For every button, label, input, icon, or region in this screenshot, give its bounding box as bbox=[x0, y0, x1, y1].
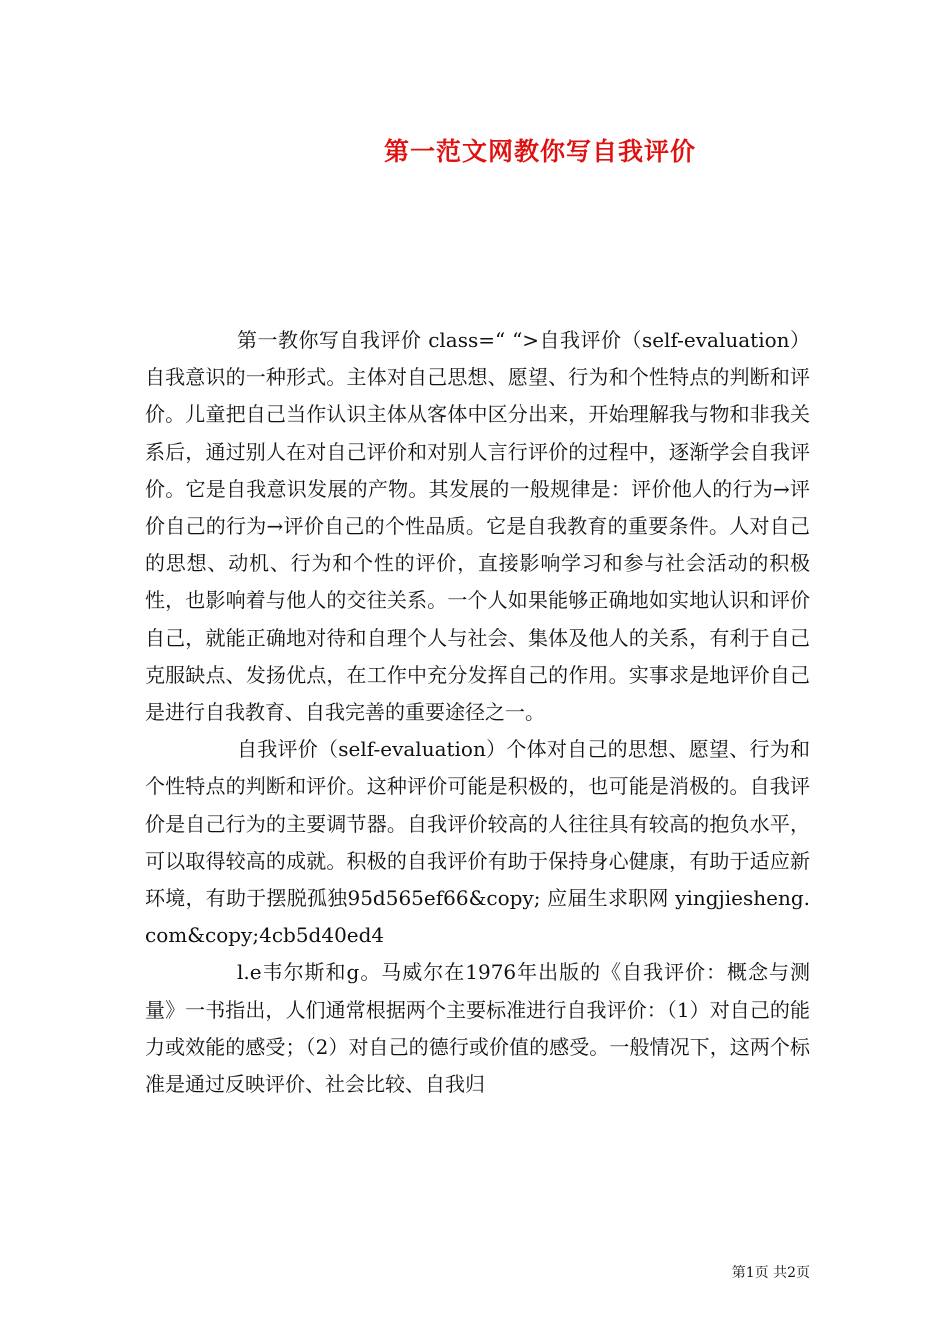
document-body bbox=[145, 322, 810, 1103]
page-number-footer: 第1页 共2页 bbox=[731, 1265, 810, 1281]
paragraph-2: 自我评价（self-evaluation）个体对自己的思想、愿望、行为和个性特点的判断和评价。这种评价可能是积极的，也可能是消极的。自我评价是自己行为的主要调节器。自我评价较高的人往往具有较高的抱负水平，可以取得较高的成就。积极的自我评价有助于保持身心健康，有助于适应新环境，有助于摆脱孤独95d565ef66&copy; 应届生求职网 yingjiesheng.com&copy;4cb5d40ed4 bbox=[145, 737, 810, 948]
paragraph-1: 第一教你写自我评价 class=“ “>自我评价（self-evaluation）自我意识的一种形式。主体对自己思想、愿望、行为和个性特点的判断和评价。儿童把自己当作认识主体从客体中区分出来，开始理解我与物和非我关系后，通过别人在对自己评价和对别人言行评价的过程中，逐渐学会自我评价。它是自我意识发展的产物。其发展的一般规律是：评价他人的行为→评价自己的行为→评价自己的个性品质。它是自我教育的重要条件。人对自己的思想、动机、行为和个性的评价，直接影响学习和参与社会活动的积极性，也影响着与他人的交往关系。一个人如果能够正确地如实地认识和评价自己，就能正确地对待和自理个人与社会、集体及他人的关系，有利于自己克服缺点、发扬优点，在工作中充分发挥自己的作用。实事求是地评价自己是进行自我教育、自我完善的重要途径之一。 bbox=[145, 328, 810, 725]
document-title: 第一范文网教你写自我评价 bbox=[383, 137, 696, 166]
paragraph-3: l.e韦尔斯和g。马威尔在1976年出版的《自我评价：概念与测量》一书指出，人们通常根据两个主要标准进行自我评价：（1）对自己的能力或效能的感受；（2）对自己的德行或价值的感受。一般情况下，这两个标准是通过反映评价、社会比较、自我归 bbox=[145, 960, 810, 1097]
